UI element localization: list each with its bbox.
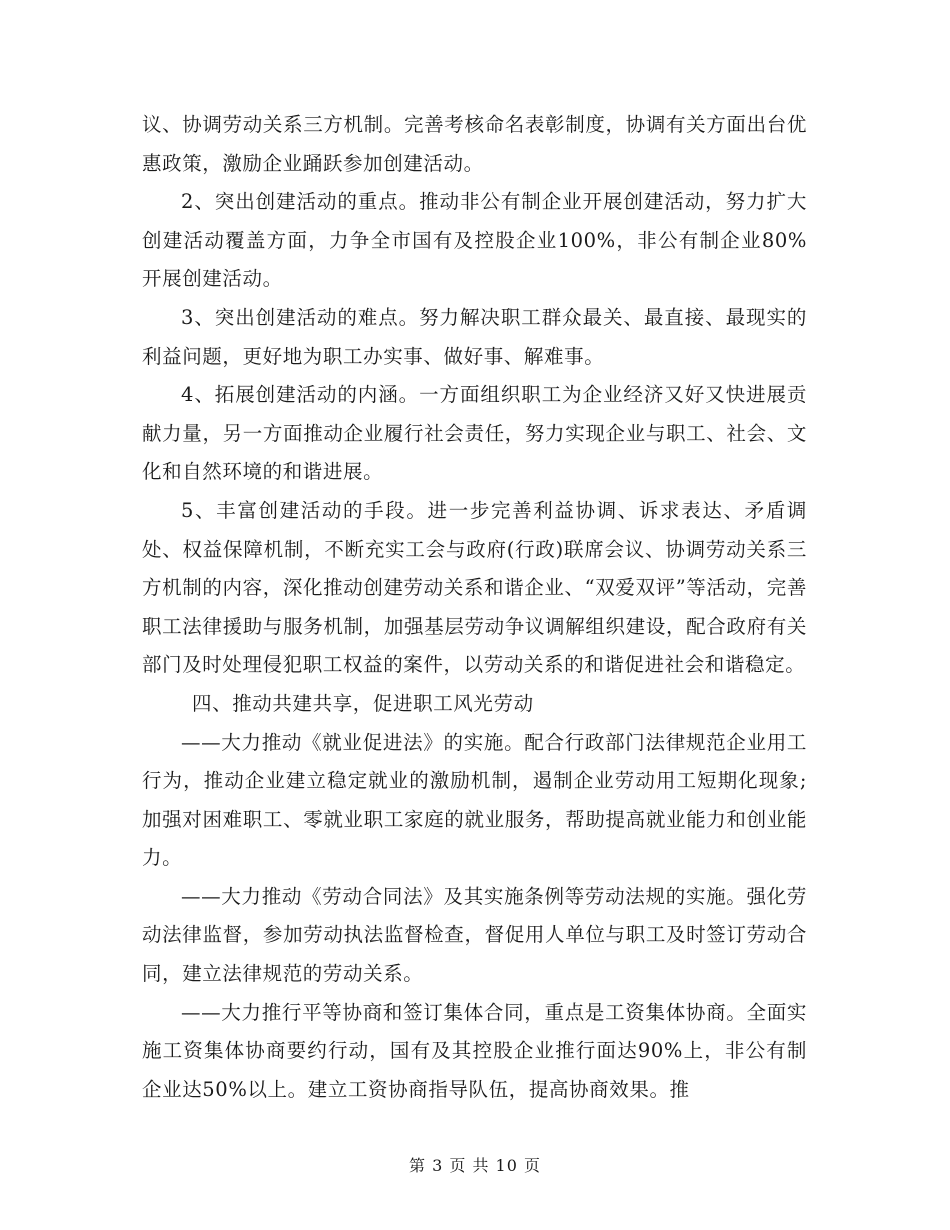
paragraph-employment-promotion: ——大力推动《就业促进法》的实施。配合行政部门法律规范企业用工行为，推动企业建立稳定就业的激励机制，遏制企业劳动用工短期化现象;加强对困难职工、零就业职工家庭的就业服务，帮助提高就业能力和创业能力。	[142, 730, 807, 870]
paragraph-collective-bargaining: ——大力推行平等协商和签订集体合同，重点是工资集体协商。全面实施工资集体协商要约行动，国有及其控股企业推行面达90%上，非公有制企业达50%以上。建立工资协商指导队伍，提高协商效果。推	[142, 1000, 807, 1101]
page-number-footer: 第 3 页 共 10 页	[409, 1156, 541, 1175]
document-body	[142, 106, 807, 1109]
paragraph-item-4: 4、拓展创建活动的内涵。一方面组织职工为企业经济又好又快进展贡献力量，另一方面推动企业履行社会责任，努力实现企业与职工、社会、文化和自然环境的和谐进展。	[142, 383, 807, 484]
paragraph-item-5: 5、丰富创建活动的手段。进一步完善利益协调、诉求表达、矛盾调处、权益保障机制，不断充实工会与政府(行政)联席会议、协调劳动关系三方机制的内容，深化推动创建劳动关系和谐企业、“双爱双评”等活动，完善职工法律援助与服务机制，加强基层劳动争议调解组织建设，配合政府有关部门及时处理侵犯职工权益的案件，以劳动关系的和谐促进社会和谐稳定。	[142, 498, 807, 677]
paragraph-continuation: 议、协调劳动关系三方机制。完善考核命名表彰制度，协调有关方面出台优惠政策，激励企业踊跃参加创建活动。	[142, 113, 807, 175]
paragraph-item-3: 3、突出创建活动的难点。努力解决职工群众最关、最直接、最现实的利益问题，更好地为职工办实事、做好事、解难事。	[142, 305, 807, 368]
section-heading-4: 四、推动共建共享，促进职工风光劳动	[192, 691, 534, 715]
paragraph-item-2: 2、突出创建活动的重点。推动非公有制企业开展创建活动，努力扩大创建活动覆盖方面，力争全市国有及控股企业100%，非公有制企业80%开展创建活动。	[142, 190, 807, 291]
paragraph-labor-contract: ——大力推动《劳动合同法》及其实施条例等劳动法规的实施。强化劳动法律监督，参加劳动执法监督检查，督促用人单位与职工及时签订劳动合同，建立法律规范的劳动关系。	[142, 884, 807, 986]
